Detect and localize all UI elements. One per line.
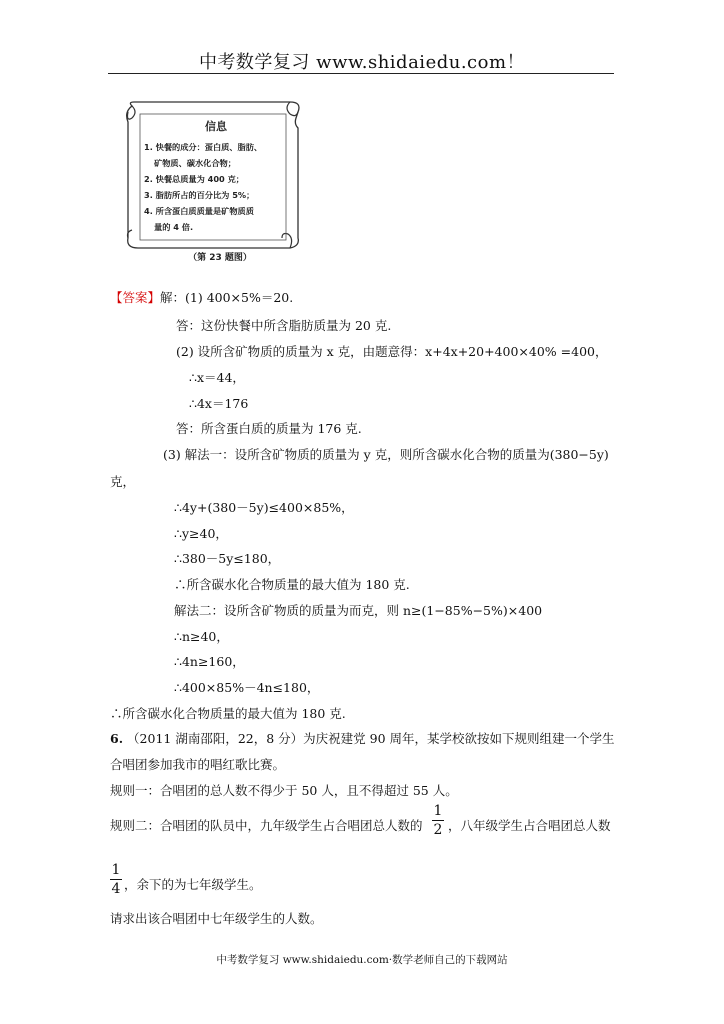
answer-line: ∴400×85%－4n≤180， xyxy=(174,680,320,695)
fraction-numerator: 1 xyxy=(111,862,121,878)
problem-rule1: 规则一：合唱团的总人数不得少于 50 人，且不得超过 55 人。 xyxy=(110,783,458,798)
figure-line: 量的 4 倍. xyxy=(154,222,194,232)
answer-line: 解法二：设所含矿物质的质量为而克，则 n≥(1−85%−5%)×400 xyxy=(174,603,543,618)
figure-line: 2. 快餐总质量为 400 克； xyxy=(144,174,244,184)
answer-line: 答：这份快餐中所含脂肪质量为 20 克. xyxy=(176,318,392,333)
fraction-bar xyxy=(110,879,122,880)
answer-line: ∴所含碳水化合物质量的最大值为 180 克. xyxy=(110,706,346,721)
answer-line: (3) 解法一：设所含矿物质的质量为 y 克，则所含碳水化合物的质量为(380−5y) xyxy=(163,447,609,462)
problem-rule2-a: 规则二：合唱团的队员中，九年级学生占合唱团总人数的 xyxy=(110,818,423,833)
fraction-bar xyxy=(432,820,444,821)
figure-line: 3. 脂肪所占的百分比为 5%； xyxy=(144,190,255,200)
figure-caption: （第 23 题图） xyxy=(188,253,252,263)
problem-rule2-b: ，八年级学生占合唱团总人数 xyxy=(448,818,611,833)
figure-line: 1. 快餐的成分：蛋白质、脂肪、 xyxy=(144,142,263,152)
problem-line: 合唱团参加我市的唱红歌比赛。 xyxy=(110,757,286,772)
fraction-one-quarter xyxy=(110,862,122,897)
problem-question: 请求出该合唱团中七年级学生的人数。 xyxy=(110,911,323,926)
figure-line: 矿物质、碳水化合物； xyxy=(154,158,236,168)
answer-line: ∴4x＝176 xyxy=(189,396,249,411)
answer-line: ∴4n≥160， xyxy=(174,654,245,669)
fraction-numerator: 1 xyxy=(433,803,443,819)
answer-first-line xyxy=(110,292,293,305)
info-scroll-figure xyxy=(118,98,308,264)
fraction-denominator: 2 xyxy=(433,822,443,838)
answer-line: 答：所含蛋白质的质量为 176 克. xyxy=(176,421,362,436)
figure-line: 4. 所含蛋白质质量是矿物质质 xyxy=(144,206,254,216)
problem-number: 6. xyxy=(110,731,124,746)
answer-line: 克， xyxy=(110,474,136,489)
answer-tag: 【答案】 xyxy=(110,290,161,305)
answer-line: ∴所含碳水化合物质量的最大值为 180 克. xyxy=(174,577,410,592)
answer-line: ∴x＝44， xyxy=(189,370,245,385)
problem-intro xyxy=(110,733,615,746)
problem-rule2-c: ，余下的为七年级学生。 xyxy=(124,877,262,892)
problem-intro-text: 为庆祝建党 90 周年，某学校欲按如下规则组建一个学生 xyxy=(303,731,615,746)
header-rule xyxy=(108,73,614,74)
answer-line: ∴n≥40， xyxy=(174,629,229,644)
page-header: 中考数学复习 www.shidaiedu.com！ xyxy=(198,52,526,73)
answer-line: ∴4y+(380－5y)≤400×85%， xyxy=(174,500,354,515)
page-footer: 中考数学复习 www.shidaiedu.com·数学老师自己的下载网站 xyxy=(216,954,508,966)
answer-line: (2) 设所含矿物质的质量为 x 克，由题意得：x+4x+20+400×40% =400， xyxy=(176,344,608,359)
answer-line: ∴380－5y≤180， xyxy=(174,551,281,566)
fraction-denominator: 4 xyxy=(111,881,121,897)
figure-title: 信息 xyxy=(205,120,227,133)
answer-line: 解：(1) 400×5%＝20. xyxy=(160,290,294,305)
answer-line: ∴y≥40， xyxy=(174,526,228,541)
fraction-one-half xyxy=(432,803,444,838)
problem-source: （2011 湖南邵阳，22，8 分） xyxy=(127,731,304,746)
